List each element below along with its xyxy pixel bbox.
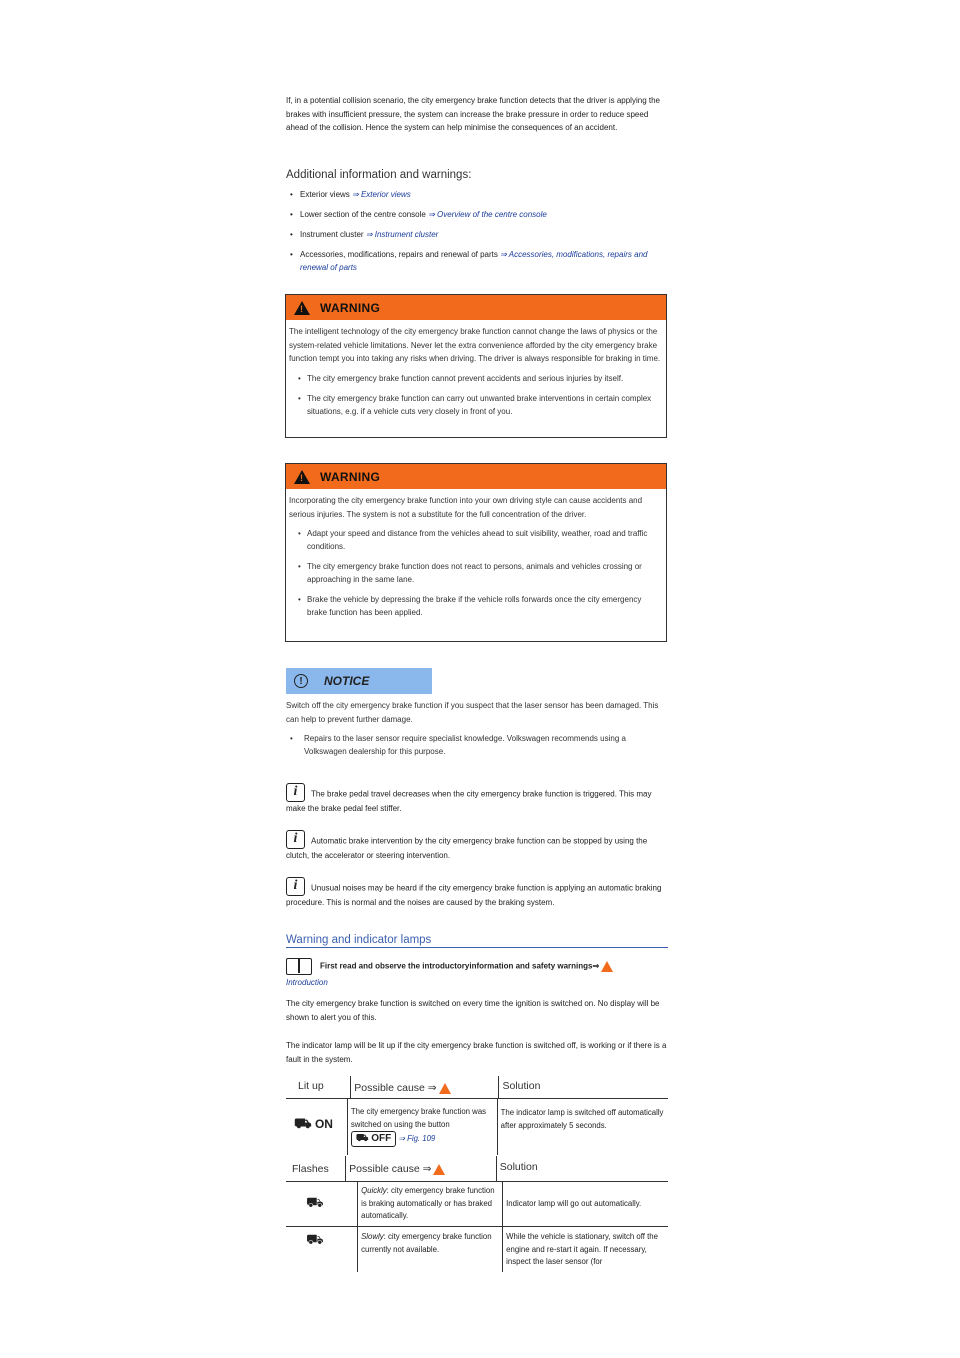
read-first-note: First read and observe the introductoryinformation and safety warnings⇒ [286,958,668,975]
link-exterior-views[interactable]: ⇒ Exterior views [352,190,411,199]
lamp-flash-slow-icon: ⛟ [306,1231,324,1247]
warning-box-2 [285,463,667,642]
warning-triangle-icon [439,1083,451,1094]
table-row: ⛟ ON The city emergency brake function was switched on using the button ⛟ OFF ⇒ Fig. 109 The indicator lamp is switched off automatically after approximately 5 seconds. [286,1099,668,1155]
warning-header [286,464,666,489]
list-item: • Accessories, modifications, repairs and renewal of parts ⇒ Accessories, modifications, repairs and renewal of parts [286,248,668,274]
table-header: Flashes [292,1163,329,1175]
lamp-flash-quick-icon: ⛟ [306,1194,324,1210]
warning-triangle-icon [433,1164,445,1175]
table-header: Possible cause ⇒ [345,1156,496,1181]
city-brake-off-button-icon: ⛟ OFF [351,1131,396,1147]
list-item: • The city emergency brake function can carry out unwanted brake interventions in certain complex situations, e.g. if a vehicle cuts very closely in front of you. [289,392,663,418]
link-fig-109[interactable]: ⇒ Fig. 109 [398,1134,436,1143]
lamps-paragraph-2: The indicator lamp will be lit up if the city emergency brake function is switched off, is working or if there is a fault in the system. [286,1041,667,1064]
link-centre-console[interactable]: ⇒ Overview of the centre console [428,210,547,219]
section-title: Warning and indicator lamps [286,934,668,948]
exclamation-circle-icon: ! [294,674,308,688]
list-item: • Exterior views ⇒ Exterior views [286,188,668,201]
info-icon: i [286,783,305,802]
info-note-3: i Unusual noises may be heard if the city emergency brake function is applying an automatic braking procedure. This is normal and the noises are caused by the braking system. [286,878,662,907]
notice-body-block [286,699,668,765]
list-item: • The city emergency brake function does not react to persons, animals and vehicles crossing or approaching in the same lane. [289,560,663,586]
table-header: Solution [496,1156,668,1181]
warning-box-1 [285,294,667,438]
table-header: Possible cause ⇒ [350,1076,498,1098]
link-accessories[interactable]: ⇒ Accessories, modifications, repairs and renewal of parts [300,250,648,272]
warning-title: WARNING [320,300,381,315]
info-note-2: i Automatic brake intervention by the city emergency brake function can be stopped by using the clutch, the accelerator or steering intervention. [286,831,648,860]
list-item: • Adapt your speed and distance from the vehicles ahead to suit visibility, weather, road and traffic conditions. [289,527,663,553]
notice-title: NOTICE [324,674,370,688]
warning-triangle-icon [294,301,310,315]
additional-list [286,188,668,281]
warning-title: WARNING [320,469,381,484]
lamps-paragraph-1: The city emergency brake function is switched on every time the ignition is switched on. No display will be shown to alert you of this. [286,999,660,1022]
intro-paragraph: If, in a potential collision scenario, the city emergency brake function detects that the driver is applying the brakes with insufficient pressure, the system can increase the brake pressure in order to reduce speed ahead of the collision. Hence the system can help minimise the consequences of an accident. [286,96,660,132]
table-row: ⛟ Quickly: city emergency brake function is braking automatically or has braked automatically. Indicator lamp will go out automatically. [286,1182,668,1226]
notice-body: Switch off the city emergency brake function if you suspect that the laser sensor has been damaged. This can help to prevent further damage. [286,701,659,724]
info-icon: i [286,877,305,896]
table-header: Lit up [298,1080,324,1092]
additional-heading: Additional information and warnings: [286,169,472,181]
warning-body: The intelligent technology of the city emergency brake function cannot change the laws of physics or the system-related vehicle limitations. Never let the extra convenience afforded by the city emergency brake function tempt you into taking any risks when driving. The driver is always responsible for braking in time. [289,327,661,363]
notice-header [286,668,432,694]
table-header: Solution [498,1076,668,1098]
list-item: • Brake the vehicle by depressing the brake if the vehicle rolls forwards once the city emergency brake function has been applied. [289,593,663,619]
list-item: • Lower section of the centre console ⇒ Overview of the centre console [286,208,668,221]
warning-header [286,295,666,320]
book-icon [286,958,312,975]
lamp-on-icon: ⛟ ON [294,1115,333,1131]
list-item: • Instrument cluster ⇒ Instrument cluster [286,228,668,241]
warning-triangle-icon [601,961,613,972]
table-header-row [286,1076,668,1098]
list-item: • The city emergency brake function cannot prevent accidents and serious injuries by itself. [289,372,663,385]
list-item: • Repairs to the laser sensor require specialist knowledge. Volkswagen recommends using a Volkswagen dealership for this purpose. [286,732,668,758]
link-introduction[interactable]: Introduction [286,978,328,987]
table-header-row [286,1156,668,1181]
link-instrument-cluster[interactable]: ⇒ Instrument cluster [365,230,439,239]
info-note-1: i The brake pedal travel decreases when the city emergency brake function is triggered. This may make the brake pedal feel stiffer. [286,784,652,813]
warning-body: Incorporating the city emergency brake function into your own driving style can cause accidents and serious injuries. The system is not a substitute for the full concentration of the driver. [289,496,643,519]
warning-triangle-icon [294,470,310,484]
indicator-table [286,1076,668,1272]
info-icon: i [286,830,305,849]
table-row: ⛟ Slowly: city emergency brake function currently not available. While the vehicle is stationary, switch off the engine and re-start it again. If necessary, inspect the laser sensor (for [286,1227,668,1272]
